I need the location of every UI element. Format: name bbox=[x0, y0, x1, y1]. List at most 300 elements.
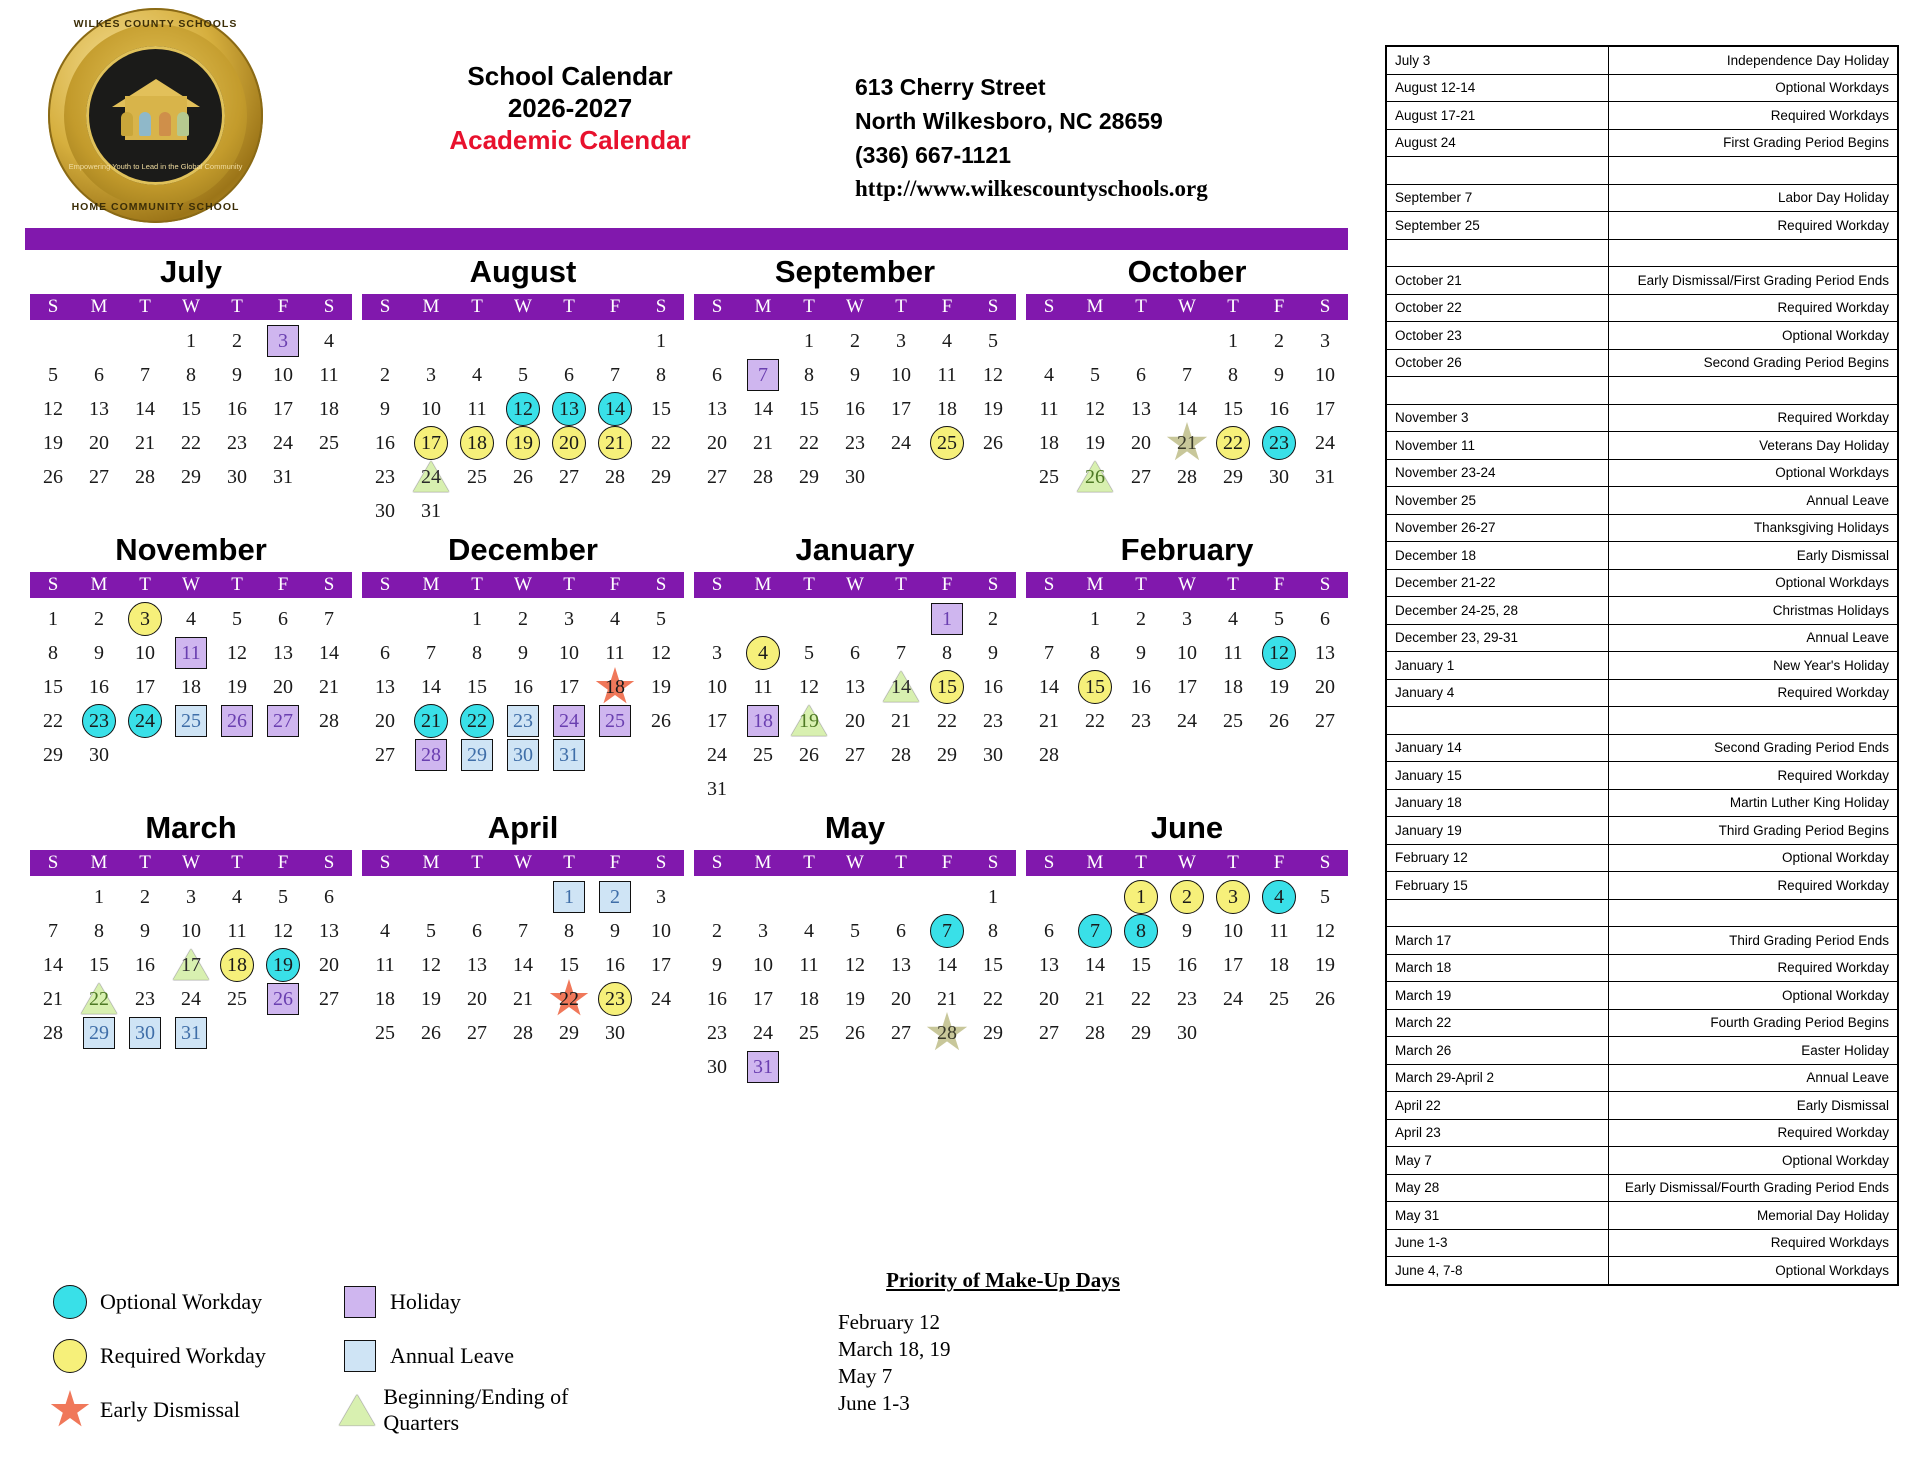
day-cell[interactable] bbox=[638, 636, 684, 670]
day-cell[interactable] bbox=[832, 636, 878, 670]
day-cell[interactable] bbox=[740, 704, 786, 738]
day-cell[interactable] bbox=[638, 460, 684, 494]
day-cell[interactable] bbox=[786, 324, 832, 358]
day-cell[interactable] bbox=[260, 392, 306, 426]
day-cell[interactable] bbox=[1164, 358, 1210, 392]
day-cell[interactable] bbox=[306, 602, 352, 636]
day-cell[interactable] bbox=[122, 948, 168, 982]
day-cell[interactable] bbox=[362, 738, 408, 772]
day-cell[interactable] bbox=[30, 602, 76, 636]
day-cell[interactable] bbox=[1118, 602, 1164, 636]
day-cell[interactable] bbox=[168, 358, 214, 392]
day-cell[interactable] bbox=[1302, 880, 1348, 914]
day-cell[interactable] bbox=[260, 948, 306, 982]
day-cell[interactable] bbox=[408, 914, 454, 948]
day-cell[interactable] bbox=[1302, 460, 1348, 494]
day-cell[interactable] bbox=[1118, 426, 1164, 460]
day-cell[interactable] bbox=[306, 358, 352, 392]
day-cell[interactable] bbox=[168, 704, 214, 738]
day-cell[interactable] bbox=[832, 738, 878, 772]
day-cell[interactable] bbox=[970, 426, 1016, 460]
day-cell[interactable] bbox=[1256, 602, 1302, 636]
day-cell[interactable] bbox=[500, 738, 546, 772]
day-cell[interactable] bbox=[454, 704, 500, 738]
day-cell[interactable] bbox=[1072, 948, 1118, 982]
day-cell[interactable] bbox=[362, 1016, 408, 1050]
day-cell[interactable] bbox=[740, 948, 786, 982]
day-cell[interactable] bbox=[1302, 602, 1348, 636]
day-cell[interactable] bbox=[592, 670, 638, 704]
day-cell[interactable] bbox=[1256, 948, 1302, 982]
day-cell[interactable] bbox=[362, 948, 408, 982]
day-cell[interactable] bbox=[362, 392, 408, 426]
day-cell[interactable] bbox=[970, 914, 1016, 948]
day-cell[interactable] bbox=[260, 704, 306, 738]
day-cell[interactable] bbox=[76, 460, 122, 494]
day-cell[interactable] bbox=[30, 670, 76, 704]
day-cell[interactable] bbox=[30, 460, 76, 494]
day-cell[interactable] bbox=[168, 460, 214, 494]
day-cell[interactable] bbox=[122, 602, 168, 636]
day-cell[interactable] bbox=[500, 392, 546, 426]
day-cell[interactable] bbox=[260, 636, 306, 670]
day-cell[interactable] bbox=[214, 324, 260, 358]
day-cell[interactable] bbox=[408, 358, 454, 392]
day-cell[interactable] bbox=[1072, 704, 1118, 738]
day-cell[interactable] bbox=[260, 324, 306, 358]
day-cell[interactable] bbox=[592, 636, 638, 670]
day-cell[interactable] bbox=[306, 636, 352, 670]
day-cell[interactable] bbox=[168, 602, 214, 636]
day-cell[interactable] bbox=[546, 704, 592, 738]
day-cell[interactable] bbox=[924, 914, 970, 948]
day-cell[interactable] bbox=[1072, 392, 1118, 426]
day-cell[interactable] bbox=[76, 738, 122, 772]
day-cell[interactable] bbox=[694, 426, 740, 460]
day-cell[interactable] bbox=[546, 948, 592, 982]
day-cell[interactable] bbox=[1026, 948, 1072, 982]
day-cell[interactable] bbox=[740, 1050, 786, 1084]
day-cell[interactable] bbox=[546, 738, 592, 772]
day-cell[interactable] bbox=[546, 670, 592, 704]
day-cell[interactable] bbox=[740, 670, 786, 704]
day-cell[interactable] bbox=[122, 704, 168, 738]
day-cell[interactable] bbox=[592, 358, 638, 392]
day-cell[interactable] bbox=[970, 602, 1016, 636]
day-cell[interactable] bbox=[362, 914, 408, 948]
day-cell[interactable] bbox=[878, 392, 924, 426]
day-cell[interactable] bbox=[30, 738, 76, 772]
day-cell[interactable] bbox=[1118, 1016, 1164, 1050]
day-cell[interactable] bbox=[306, 670, 352, 704]
day-cell[interactable] bbox=[500, 426, 546, 460]
day-cell[interactable] bbox=[832, 460, 878, 494]
day-cell[interactable] bbox=[454, 1016, 500, 1050]
day-cell[interactable] bbox=[832, 392, 878, 426]
day-cell[interactable] bbox=[970, 704, 1016, 738]
day-cell[interactable] bbox=[1118, 880, 1164, 914]
day-cell[interactable] bbox=[1256, 880, 1302, 914]
day-cell[interactable] bbox=[408, 494, 454, 528]
day-cell[interactable] bbox=[362, 670, 408, 704]
day-cell[interactable] bbox=[694, 392, 740, 426]
day-cell[interactable] bbox=[638, 392, 684, 426]
day-cell[interactable] bbox=[546, 1016, 592, 1050]
day-cell[interactable] bbox=[1164, 602, 1210, 636]
day-cell[interactable] bbox=[878, 358, 924, 392]
day-cell[interactable] bbox=[694, 1050, 740, 1084]
day-cell[interactable] bbox=[168, 426, 214, 460]
day-cell[interactable] bbox=[1164, 460, 1210, 494]
day-cell[interactable] bbox=[970, 392, 1016, 426]
day-cell[interactable] bbox=[1302, 914, 1348, 948]
day-cell[interactable] bbox=[454, 982, 500, 1016]
day-cell[interactable] bbox=[546, 914, 592, 948]
day-cell[interactable] bbox=[1210, 392, 1256, 426]
day-cell[interactable] bbox=[168, 880, 214, 914]
day-cell[interactable] bbox=[76, 948, 122, 982]
day-cell[interactable] bbox=[1118, 914, 1164, 948]
day-cell[interactable] bbox=[306, 914, 352, 948]
day-cell[interactable] bbox=[878, 914, 924, 948]
day-cell[interactable] bbox=[694, 358, 740, 392]
day-cell[interactable] bbox=[214, 358, 260, 392]
day-cell[interactable] bbox=[1072, 1016, 1118, 1050]
day-cell[interactable] bbox=[260, 670, 306, 704]
day-cell[interactable] bbox=[76, 982, 122, 1016]
day-cell[interactable] bbox=[76, 358, 122, 392]
day-cell[interactable] bbox=[1302, 426, 1348, 460]
day-cell[interactable] bbox=[592, 880, 638, 914]
day-cell[interactable] bbox=[740, 460, 786, 494]
day-cell[interactable] bbox=[546, 426, 592, 460]
day-cell[interactable] bbox=[1072, 426, 1118, 460]
day-cell[interactable] bbox=[408, 948, 454, 982]
day-cell[interactable] bbox=[1210, 324, 1256, 358]
day-cell[interactable] bbox=[786, 460, 832, 494]
day-cell[interactable] bbox=[30, 358, 76, 392]
day-cell[interactable] bbox=[1210, 426, 1256, 460]
day-cell[interactable] bbox=[832, 914, 878, 948]
day-cell[interactable] bbox=[786, 982, 832, 1016]
day-cell[interactable] bbox=[408, 738, 454, 772]
day-cell[interactable] bbox=[1026, 358, 1072, 392]
day-cell[interactable] bbox=[832, 358, 878, 392]
day-cell[interactable] bbox=[832, 948, 878, 982]
day-cell[interactable] bbox=[592, 982, 638, 1016]
day-cell[interactable] bbox=[970, 1016, 1016, 1050]
day-cell[interactable] bbox=[638, 704, 684, 738]
day-cell[interactable] bbox=[214, 948, 260, 982]
day-cell[interactable] bbox=[1026, 670, 1072, 704]
day-cell[interactable] bbox=[592, 914, 638, 948]
day-cell[interactable] bbox=[878, 982, 924, 1016]
day-cell[interactable] bbox=[1256, 704, 1302, 738]
day-cell[interactable] bbox=[454, 914, 500, 948]
day-cell[interactable] bbox=[1256, 670, 1302, 704]
day-cell[interactable] bbox=[214, 704, 260, 738]
day-cell[interactable] bbox=[592, 948, 638, 982]
day-cell[interactable] bbox=[76, 1016, 122, 1050]
day-cell[interactable] bbox=[214, 392, 260, 426]
day-cell[interactable] bbox=[970, 880, 1016, 914]
day-cell[interactable] bbox=[694, 460, 740, 494]
day-cell[interactable] bbox=[1072, 602, 1118, 636]
day-cell[interactable] bbox=[592, 460, 638, 494]
day-cell[interactable] bbox=[408, 982, 454, 1016]
day-cell[interactable] bbox=[1302, 948, 1348, 982]
day-cell[interactable] bbox=[500, 982, 546, 1016]
day-cell[interactable] bbox=[122, 460, 168, 494]
day-cell[interactable] bbox=[214, 602, 260, 636]
day-cell[interactable] bbox=[408, 460, 454, 494]
day-cell[interactable] bbox=[1164, 392, 1210, 426]
day-cell[interactable] bbox=[592, 1016, 638, 1050]
day-cell[interactable] bbox=[168, 324, 214, 358]
day-cell[interactable] bbox=[214, 636, 260, 670]
day-cell[interactable] bbox=[546, 636, 592, 670]
day-cell[interactable] bbox=[638, 358, 684, 392]
day-cell[interactable] bbox=[168, 914, 214, 948]
day-cell[interactable] bbox=[122, 880, 168, 914]
day-cell[interactable] bbox=[214, 914, 260, 948]
day-cell[interactable] bbox=[306, 704, 352, 738]
day-cell[interactable] bbox=[306, 880, 352, 914]
day-cell[interactable] bbox=[832, 982, 878, 1016]
day-cell[interactable] bbox=[878, 670, 924, 704]
day-cell[interactable] bbox=[1072, 636, 1118, 670]
day-cell[interactable] bbox=[500, 602, 546, 636]
day-cell[interactable] bbox=[970, 738, 1016, 772]
day-cell[interactable] bbox=[260, 982, 306, 1016]
day-cell[interactable] bbox=[122, 426, 168, 460]
day-cell[interactable] bbox=[454, 948, 500, 982]
day-cell[interactable] bbox=[1164, 948, 1210, 982]
day-cell[interactable] bbox=[1118, 392, 1164, 426]
day-cell[interactable] bbox=[30, 1016, 76, 1050]
day-cell[interactable] bbox=[76, 636, 122, 670]
day-cell[interactable] bbox=[1164, 982, 1210, 1016]
day-cell[interactable] bbox=[786, 670, 832, 704]
day-cell[interactable] bbox=[1164, 1016, 1210, 1050]
day-cell[interactable] bbox=[1072, 914, 1118, 948]
day-cell[interactable] bbox=[878, 636, 924, 670]
day-cell[interactable] bbox=[260, 602, 306, 636]
day-cell[interactable] bbox=[500, 358, 546, 392]
day-cell[interactable] bbox=[76, 704, 122, 738]
day-cell[interactable] bbox=[970, 670, 1016, 704]
day-cell[interactable] bbox=[878, 1016, 924, 1050]
day-cell[interactable] bbox=[1026, 738, 1072, 772]
day-cell[interactable] bbox=[260, 914, 306, 948]
day-cell[interactable] bbox=[1118, 670, 1164, 704]
day-cell[interactable] bbox=[1164, 880, 1210, 914]
day-cell[interactable] bbox=[1026, 914, 1072, 948]
day-cell[interactable] bbox=[924, 704, 970, 738]
day-cell[interactable] bbox=[306, 392, 352, 426]
day-cell[interactable] bbox=[408, 1016, 454, 1050]
day-cell[interactable] bbox=[740, 426, 786, 460]
day-cell[interactable] bbox=[76, 602, 122, 636]
day-cell[interactable] bbox=[1026, 392, 1072, 426]
day-cell[interactable] bbox=[740, 1016, 786, 1050]
day-cell[interactable] bbox=[122, 636, 168, 670]
day-cell[interactable] bbox=[362, 636, 408, 670]
day-cell[interactable] bbox=[500, 914, 546, 948]
day-cell[interactable] bbox=[970, 636, 1016, 670]
day-cell[interactable] bbox=[214, 460, 260, 494]
day-cell[interactable] bbox=[30, 914, 76, 948]
day-cell[interactable] bbox=[592, 426, 638, 460]
day-cell[interactable] bbox=[740, 358, 786, 392]
day-cell[interactable] bbox=[1256, 460, 1302, 494]
day-cell[interactable] bbox=[76, 392, 122, 426]
day-cell[interactable] bbox=[638, 324, 684, 358]
day-cell[interactable] bbox=[786, 914, 832, 948]
day-cell[interactable] bbox=[168, 1016, 214, 1050]
day-cell[interactable] bbox=[1302, 982, 1348, 1016]
day-cell[interactable] bbox=[76, 670, 122, 704]
day-cell[interactable] bbox=[970, 982, 1016, 1016]
day-cell[interactable] bbox=[454, 426, 500, 460]
day-cell[interactable] bbox=[786, 358, 832, 392]
day-cell[interactable] bbox=[1164, 914, 1210, 948]
day-cell[interactable] bbox=[694, 772, 740, 806]
day-cell[interactable] bbox=[30, 704, 76, 738]
day-cell[interactable] bbox=[1164, 670, 1210, 704]
day-cell[interactable] bbox=[76, 426, 122, 460]
day-cell[interactable] bbox=[1256, 636, 1302, 670]
day-cell[interactable] bbox=[454, 636, 500, 670]
day-cell[interactable] bbox=[214, 670, 260, 704]
day-cell[interactable] bbox=[638, 948, 684, 982]
day-cell[interactable] bbox=[1210, 914, 1256, 948]
day-cell[interactable] bbox=[924, 602, 970, 636]
day-cell[interactable] bbox=[122, 392, 168, 426]
day-cell[interactable] bbox=[1072, 358, 1118, 392]
day-cell[interactable] bbox=[786, 704, 832, 738]
day-cell[interactable] bbox=[924, 392, 970, 426]
day-cell[interactable] bbox=[122, 914, 168, 948]
day-cell[interactable] bbox=[740, 392, 786, 426]
day-cell[interactable] bbox=[694, 948, 740, 982]
day-cell[interactable] bbox=[1302, 704, 1348, 738]
day-cell[interactable] bbox=[1210, 880, 1256, 914]
day-cell[interactable] bbox=[260, 460, 306, 494]
day-cell[interactable] bbox=[1210, 670, 1256, 704]
day-cell[interactable] bbox=[1118, 460, 1164, 494]
day-cell[interactable] bbox=[694, 914, 740, 948]
day-cell[interactable] bbox=[786, 1016, 832, 1050]
day-cell[interactable] bbox=[1026, 1016, 1072, 1050]
day-cell[interactable] bbox=[878, 324, 924, 358]
day-cell[interactable] bbox=[1256, 324, 1302, 358]
day-cell[interactable] bbox=[546, 392, 592, 426]
day-cell[interactable] bbox=[1210, 704, 1256, 738]
day-cell[interactable] bbox=[500, 636, 546, 670]
day-cell[interactable] bbox=[306, 426, 352, 460]
day-cell[interactable] bbox=[168, 636, 214, 670]
day-cell[interactable] bbox=[970, 324, 1016, 358]
day-cell[interactable] bbox=[832, 704, 878, 738]
day-cell[interactable] bbox=[1164, 426, 1210, 460]
day-cell[interactable] bbox=[546, 358, 592, 392]
day-cell[interactable] bbox=[786, 426, 832, 460]
day-cell[interactable] bbox=[306, 948, 352, 982]
day-cell[interactable] bbox=[924, 670, 970, 704]
day-cell[interactable] bbox=[1210, 636, 1256, 670]
day-cell[interactable] bbox=[786, 738, 832, 772]
day-cell[interactable] bbox=[592, 602, 638, 636]
day-cell[interactable] bbox=[832, 324, 878, 358]
day-cell[interactable] bbox=[786, 636, 832, 670]
day-cell[interactable] bbox=[454, 602, 500, 636]
day-cell[interactable] bbox=[168, 392, 214, 426]
day-cell[interactable] bbox=[924, 636, 970, 670]
day-cell[interactable] bbox=[878, 738, 924, 772]
day-cell[interactable] bbox=[1210, 948, 1256, 982]
day-cell[interactable] bbox=[1072, 670, 1118, 704]
day-cell[interactable] bbox=[1210, 460, 1256, 494]
day-cell[interactable] bbox=[362, 460, 408, 494]
day-cell[interactable] bbox=[638, 914, 684, 948]
day-cell[interactable] bbox=[408, 636, 454, 670]
day-cell[interactable] bbox=[306, 982, 352, 1016]
day-cell[interactable] bbox=[1026, 426, 1072, 460]
day-cell[interactable] bbox=[408, 392, 454, 426]
day-cell[interactable] bbox=[122, 670, 168, 704]
day-cell[interactable] bbox=[740, 982, 786, 1016]
day-cell[interactable] bbox=[1210, 982, 1256, 1016]
day-cell[interactable] bbox=[30, 948, 76, 982]
day-cell[interactable] bbox=[1072, 460, 1118, 494]
day-cell[interactable] bbox=[30, 426, 76, 460]
day-cell[interactable] bbox=[500, 948, 546, 982]
day-cell[interactable] bbox=[1210, 602, 1256, 636]
day-cell[interactable] bbox=[694, 636, 740, 670]
day-cell[interactable] bbox=[408, 426, 454, 460]
day-cell[interactable] bbox=[878, 704, 924, 738]
day-cell[interactable] bbox=[592, 704, 638, 738]
day-cell[interactable] bbox=[214, 982, 260, 1016]
day-cell[interactable] bbox=[1256, 982, 1302, 1016]
day-cell[interactable] bbox=[408, 670, 454, 704]
day-cell[interactable] bbox=[1026, 460, 1072, 494]
day-cell[interactable] bbox=[30, 982, 76, 1016]
day-cell[interactable] bbox=[214, 426, 260, 460]
website-url[interactable]: http://www.wilkescountyschools.org bbox=[855, 176, 1208, 201]
day-cell[interactable] bbox=[214, 880, 260, 914]
day-cell[interactable] bbox=[924, 358, 970, 392]
day-cell[interactable] bbox=[638, 426, 684, 460]
day-cell[interactable] bbox=[122, 358, 168, 392]
day-cell[interactable] bbox=[924, 426, 970, 460]
day-cell[interactable] bbox=[970, 948, 1016, 982]
day-cell[interactable] bbox=[454, 738, 500, 772]
day-cell[interactable] bbox=[454, 392, 500, 426]
day-cell[interactable] bbox=[260, 358, 306, 392]
day-cell[interactable] bbox=[638, 880, 684, 914]
day-cell[interactable] bbox=[122, 982, 168, 1016]
day-cell[interactable] bbox=[694, 738, 740, 772]
day-cell[interactable] bbox=[832, 670, 878, 704]
day-cell[interactable] bbox=[1164, 636, 1210, 670]
day-cell[interactable] bbox=[638, 670, 684, 704]
day-cell[interactable] bbox=[1026, 704, 1072, 738]
day-cell[interactable] bbox=[1302, 324, 1348, 358]
day-cell[interactable] bbox=[694, 982, 740, 1016]
day-cell[interactable] bbox=[1256, 392, 1302, 426]
